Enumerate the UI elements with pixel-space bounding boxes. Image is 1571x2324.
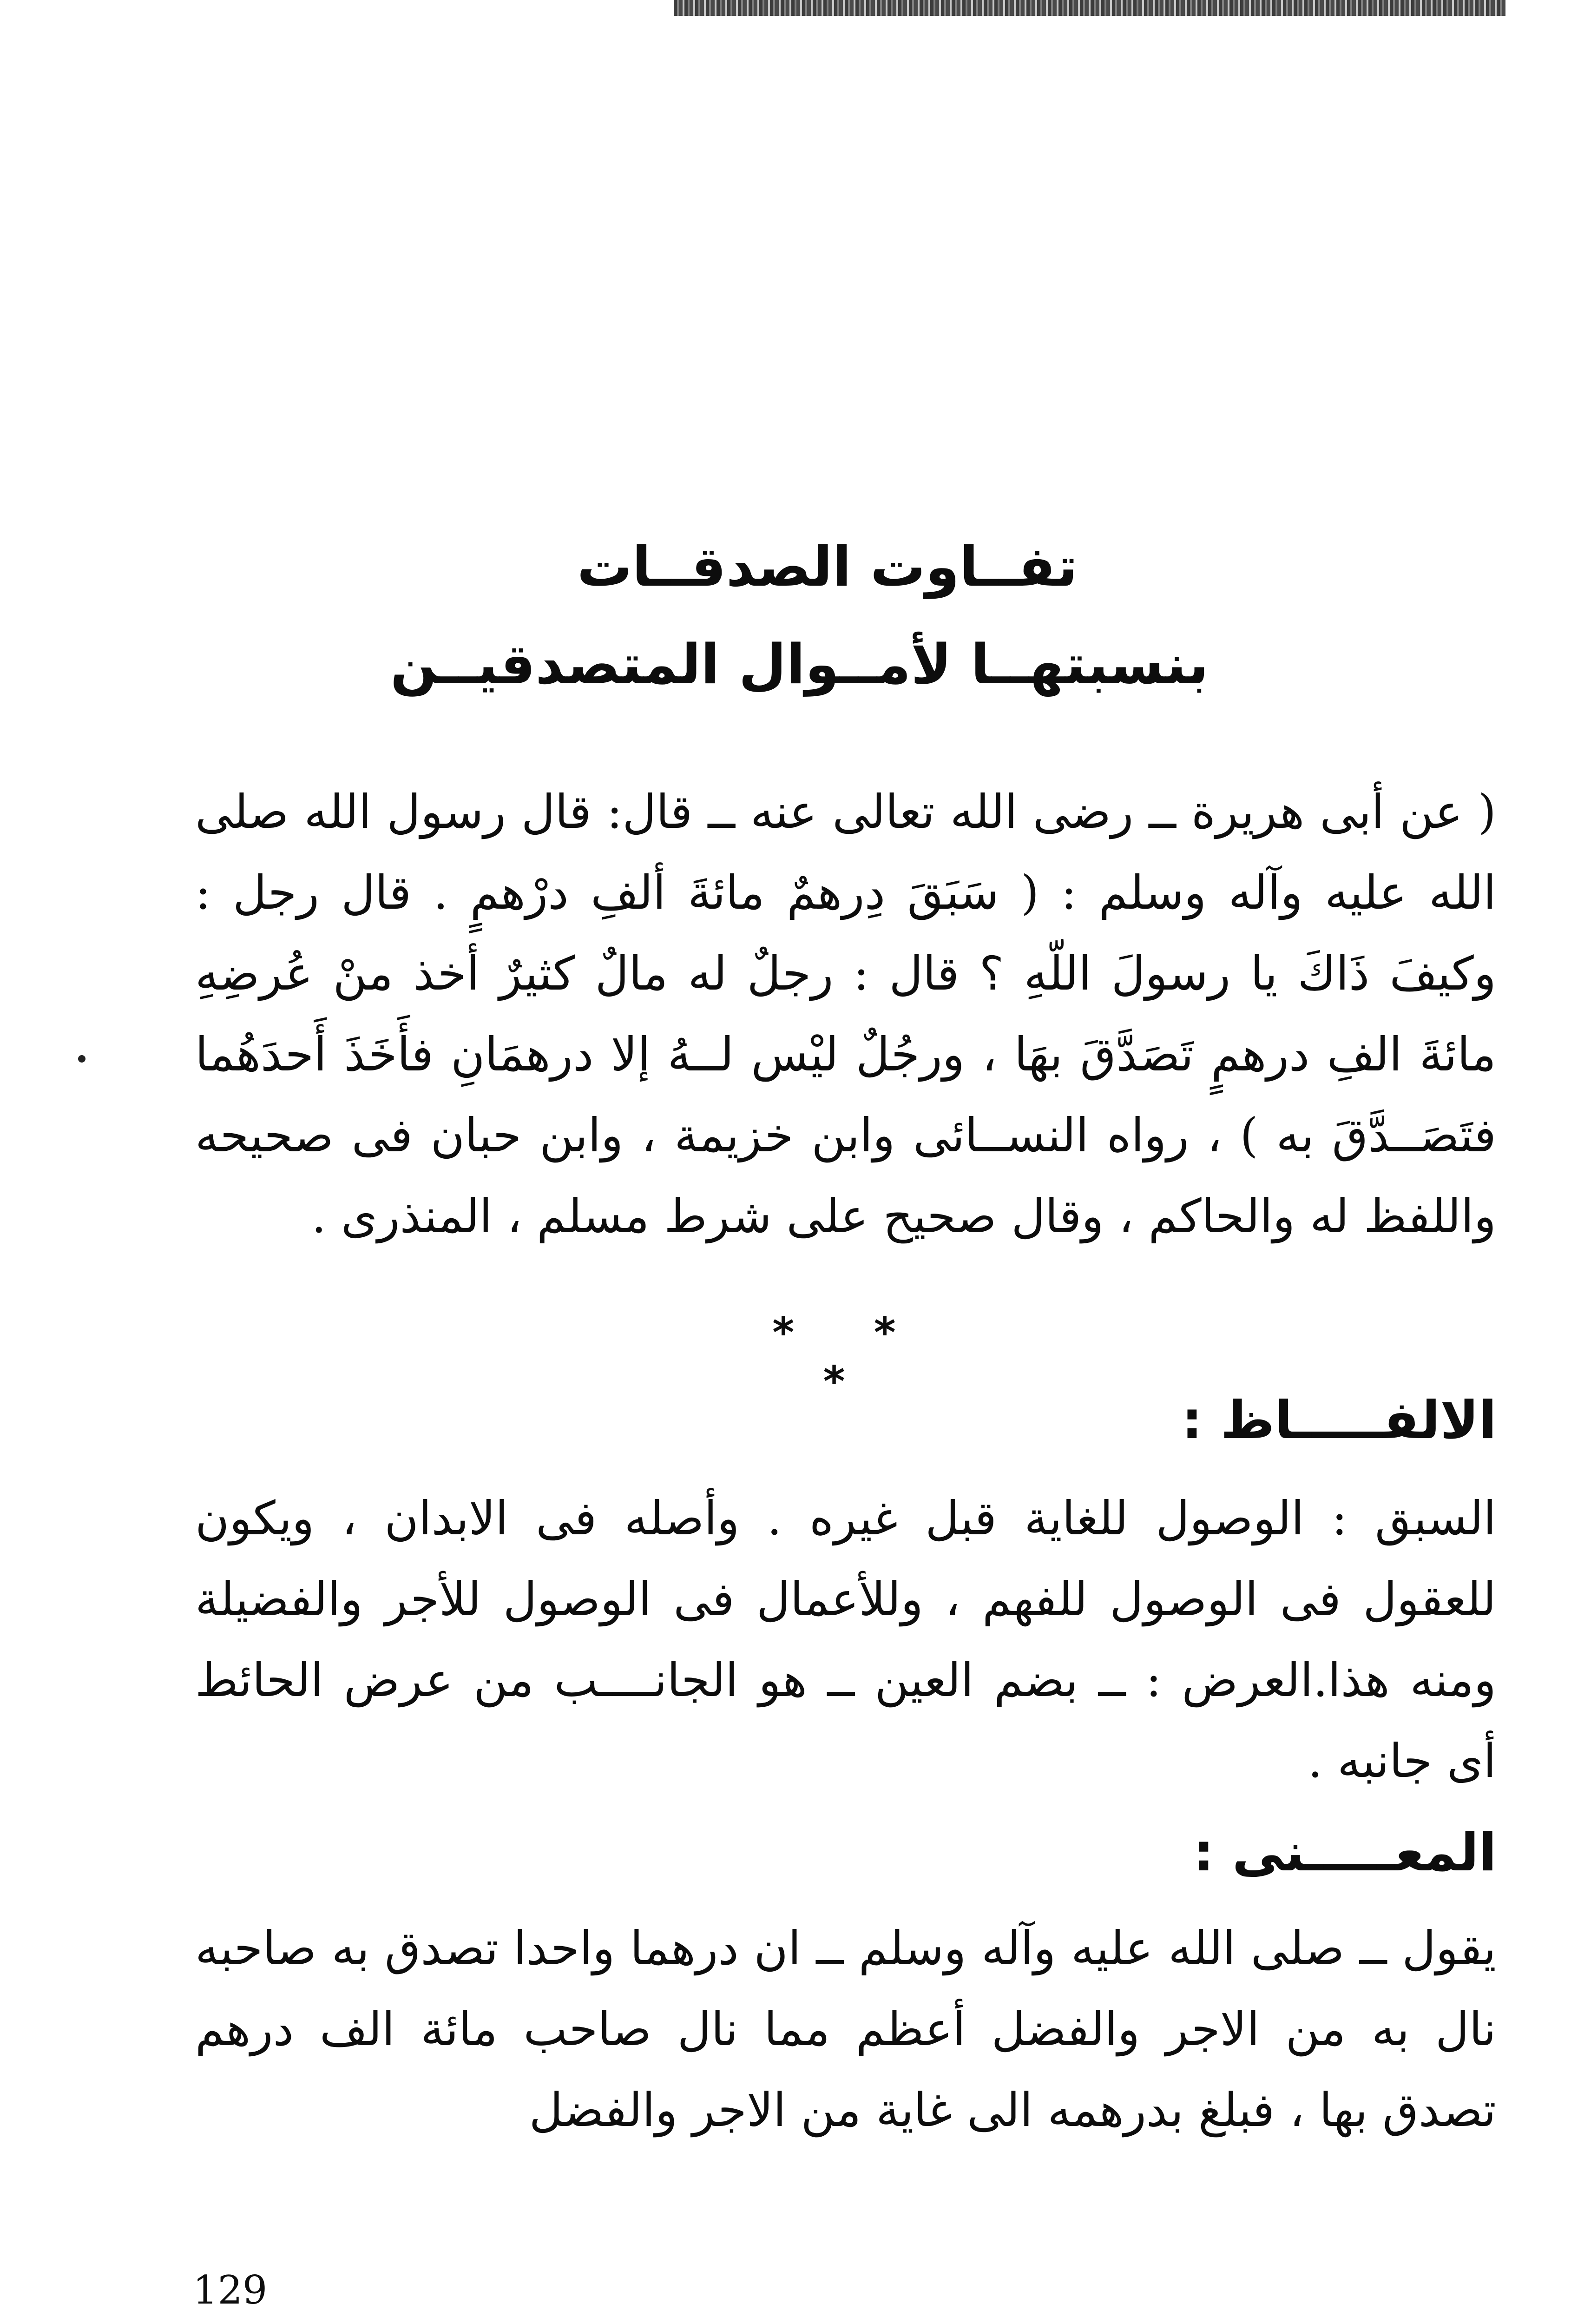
chapter-title-line-1: تفــاوت الصدقــات <box>577 535 1078 599</box>
chapter-title-line-2: بنسبتهــا لأمــوال المتصدقيــن <box>390 632 1209 696</box>
section-separator: * * * <box>772 1308 928 1406</box>
page-number: 129 <box>193 2267 268 2313</box>
words-text: السبق : الوصول للغاية قبل غيره . وأصله فى الابدان ، ويكون للعقول فى الوصول للفهم ، وللأعمال فى الوصول للأجر والفضيلة ومنه هذا.العرض : ــ بضم العين ــ هو الجانــــب من عرض الحائط أى جانبه . <box>195 1491 1496 1788</box>
words-section <box>195 1478 1496 1802</box>
hadith-narration <box>195 772 1496 1339</box>
chapter-title-block <box>0 535 1571 696</box>
words-heading: الالفـــــاظ : <box>1181 1390 1497 1451</box>
scan-edge-artifact <box>674 0 1505 16</box>
meaning-heading: المعـــــنى : <box>1193 1822 1497 1883</box>
meaning-section <box>195 1908 1496 2151</box>
hadith-text: ( عن أبى هريرة ــ رضى الله تعالى عنه ــ قال: قال رسول الله صلى الله عليه وآله وسلم : ( سَبَقَ دِرهمٌ مائةَ ألفِ درْهمٍ . قال رجل : وكيفَ ذَاكَ يا رسولَ اللّهِ ؟ قال : رجلٌ له مالٌ كثيرٌ أخذ منْ عُرضِهِ مائةَ الفِ درهمٍ تَصَدَّقَ بهَا ، ورجُلٌ ليْس لــهُ إلا درهمَانِ فأَخَذَ أَحدَهُما فتَصَــدَّقَ به ) ، رواه النســائى وابن خزيمة ، وابن حبان فى صحيحه واللفظ له والحاكم ، وقال صحيح على شرط مسلم ، المنذرى . <box>195 785 1496 1243</box>
ink-speck <box>78 1055 85 1063</box>
meaning-text: يقول ــ صلى الله عليه وآله وسلم ــ ان درهما واحدا تصدق به صاحبه نال به من الاجر والفضل أعظم مما نال صاحب مائة الف درهم تصدق بها ، فبلغ بدرهمه الى غاية من الاجر والفضل <box>195 1921 1496 2137</box>
